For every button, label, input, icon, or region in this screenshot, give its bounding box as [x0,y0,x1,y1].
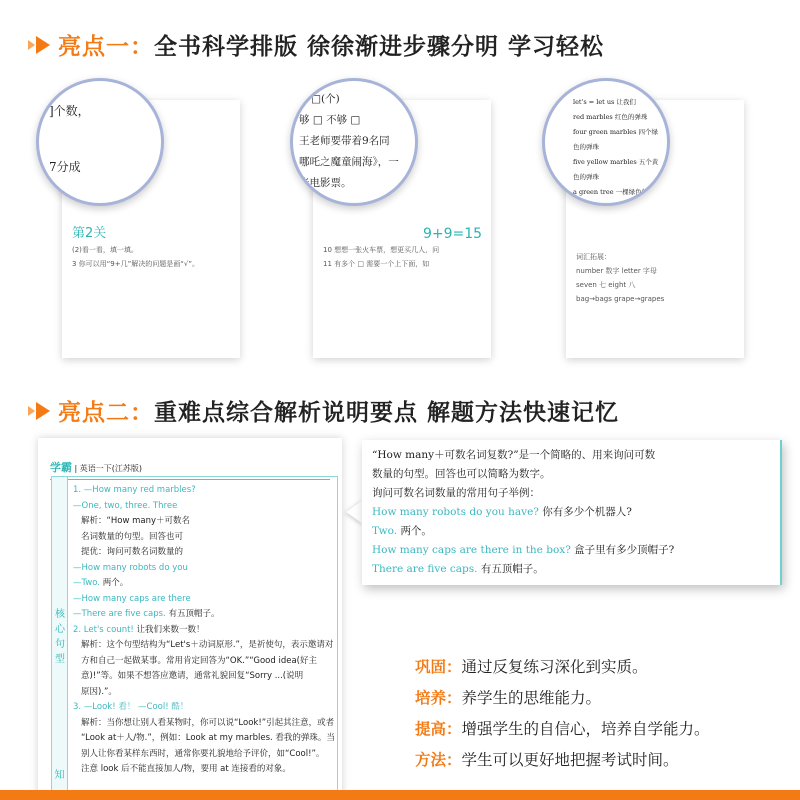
highlight-2-label: 亮点二： [58,400,154,426]
page-line [73,592,333,608]
chinese-text: 原因).”。 [81,686,117,697]
chinese-text: 询问可数名词数量的常用句子举例： [372,487,540,499]
chinese-text: “Look at＋人/物.”，例如：Look at my marbles. 看我的弹珠。当 [81,733,335,743]
page-line [73,499,333,515]
chinese-text: 有五顶帽子。 [168,609,220,619]
callout-line [372,522,770,541]
english-text: 3. —Look! 看！ —Cool! 酷！ [73,702,189,712]
english-text: —How many robots do you [73,562,188,573]
section-label-next: 知 [54,769,65,781]
callout-line [372,541,770,560]
page-line [73,514,333,530]
english-text: —There are five caps. [73,609,166,619]
highlight-2-text: 重难点综合解析说明要点 解题方法快速记忆 [154,400,620,426]
callout-tail [346,500,363,524]
arrow-icon [36,36,50,54]
highlight-1-heading [36,28,604,61]
feature-item [415,686,601,708]
chinese-text: 你有多少个机器人? [542,506,632,518]
thumb-line: 词汇拓展： [576,253,611,261]
thumb-line: 10 想想一张火车票，想更买几人，问 [323,246,440,254]
page-line [73,483,333,499]
callout-line [372,560,770,579]
brand-logo: 学霸 [50,461,72,474]
chinese-text: 两个。 [102,578,129,588]
thumb-title: 第2关 [72,226,107,241]
mag-line: five yellow marbles 五个黄色的弹珠 [573,158,659,181]
thumb-line: (2)看一看，填一填。 [72,246,138,254]
chinese-text: 盒子里有多少顶帽子? [574,544,675,556]
mag-line: a green tree 一棵绿色的树 [573,188,655,196]
feature-label: 方法： [415,751,462,769]
mag-line: four green marbles 四个绿色的弹珠 [573,128,659,151]
feature-text: 养学生的思维能力。 [461,689,602,707]
page-header: 学霸 | 英语一下(江苏版) [50,460,330,480]
chinese-text: 有五顶帽子。 [480,563,544,575]
magnifier [36,78,164,206]
chinese-text: 提优：询问可数名词数量的 [81,547,184,557]
mag-line: 7分成 [49,160,81,174]
mag-line: let's = let us 让我们 [573,98,636,106]
chinese-text: 注意 look 后不能直接加人/物，要用 at 连接看的对象。 [81,764,291,774]
feature-item [415,655,648,677]
callout-line [372,446,770,465]
mag-line: 够 □ 不够 □ [299,114,361,126]
callout-line [372,465,770,484]
page-line [73,654,333,670]
section-sidebar [51,476,68,800]
chinese-text: 解析：当你想让别人看某物时，你可以说“Look!”引起其注意，或者 [81,717,335,728]
feature-text: 学生可以更好地把握考试时间。 [461,751,679,769]
zoom-callout [362,440,782,585]
chinese-text: 两个。 [400,525,432,537]
english-text: How many caps are there in the box? [372,544,571,556]
chinese-text: 方和自己一起做某事。常用肯定回答为“OK.”“Good idea(好主 [81,655,317,666]
feature-item [415,717,710,739]
page-line [73,623,333,639]
highlight-2-heading [36,394,619,427]
chinese-text: 数量的句型。回答也可以简略为数字。 [372,468,551,480]
english-text: —Two. [73,578,100,588]
feature-label: 提高： [415,720,462,738]
magnifier [290,78,418,206]
highlight-1-label: 亮点一： [58,34,154,60]
thumb-line: 3 你可以用“9+几”解决的问题是画“√”。 [72,260,199,268]
thumb-line: 9+9=15 [423,226,483,242]
page-line [73,638,333,654]
english-text: —One, two, three. Three [73,500,178,511]
thumb-line: 11 有多个 □ 需要一个上下面，如 [323,260,430,268]
page-line [73,762,333,778]
page-line [73,700,333,716]
mag-line: = □(个) [299,93,340,105]
callout-line [372,503,770,522]
chinese-text: 别人让你看某样东西时，通常你要礼貌地给予评价，如“Cool!”。 [81,748,325,759]
english-text: There are five caps. [372,563,478,575]
chinese-text: 让我们来数一数！ [136,624,205,635]
feature-label: 巩固： [415,658,462,676]
feature-text: 通过反复练习深化到实质。 [461,658,648,676]
page-line [73,530,333,546]
highlight-1-text: 全书科学排版 徐徐渐进步骤分明 学习轻松 [154,34,605,60]
mag-line: 王老师要带着9名同 [299,135,390,147]
page-line [73,545,333,561]
english-text: —How many caps are there [73,593,191,604]
page-line [73,747,333,763]
page-line [73,669,333,685]
section-label: 核心句型 [55,609,65,665]
arrow-icon [36,402,50,420]
page-line [73,731,333,747]
feature-label: 培养： [415,689,462,707]
mag-line: 哪吒之魔童闹海》，一 [299,156,399,168]
chinese-text: 解析：这个句型结构为“Let's＋动词原形.”，是祈使句，表示邀请对 [81,640,334,650]
english-text: Two. [372,525,398,537]
chinese-text: 意)!”等。如果不想答应邀请，通常礼貌回复“Sorry ...(说明 [81,671,304,681]
feature-item [415,748,679,770]
chinese-text: “How many＋可数名词复数?”是一个简略的、用来询问可数 [372,449,656,461]
english-text: How many robots do you have? [372,506,539,518]
chinese-text: 名词数量的句型。回答也可 [81,531,184,542]
mag-line: ]个数， [49,104,90,118]
page-line [73,561,333,577]
thumb-line: bag→bags grape→grapes [576,295,665,303]
page-line [73,716,333,732]
page-line [73,576,333,592]
page-line [73,685,333,701]
chinese-text: 解析：“How many＋可数名 [81,516,191,526]
page-subject: 英语一下(江苏版) [79,464,143,473]
mag-line: red marbles 红色的弹珠 [573,113,648,121]
book-page [38,438,342,800]
callout-line [372,484,770,503]
feature-text: 增强学生的自信心，培养自学能力。 [461,720,710,738]
page-body [68,476,338,800]
thumb-line: number 数字 letter 字母 [576,267,657,275]
page-line [73,607,333,623]
english-text: 1. —How many red marbles? [73,485,196,495]
magnifier [542,78,670,206]
bottom-band [0,790,800,800]
english-text: 2. Let's count! [73,624,134,635]
mag-line: 张电影票。 [299,177,352,189]
thumb-line: seven 七 eight 八 [576,281,636,289]
